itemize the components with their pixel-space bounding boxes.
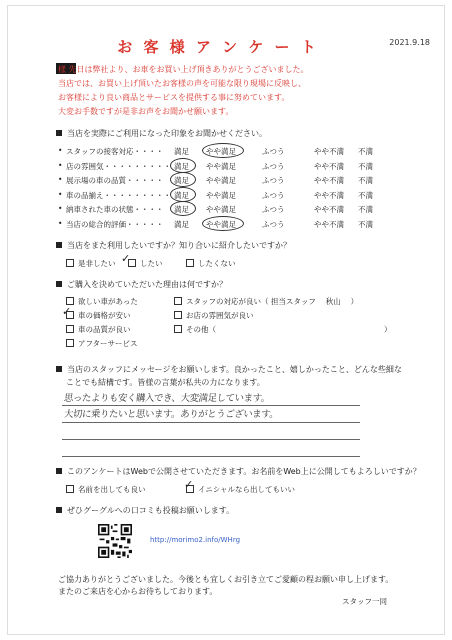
q2-check-mark: ✓ <box>121 252 131 265</box>
q2-heading: 当店をまた利用したいですか？知り合いに紹介したいですか？ <box>56 240 291 251</box>
q1-row-label: 店の雰囲気・・・・・・・・・ <box>66 161 171 171</box>
page-title: お 客 様 ア ン ケ ー ト <box>117 38 319 56</box>
intro-line-1: 様 先日は弊社より、お車をお買い上げ頂きありがとうございました。 <box>58 65 309 74</box>
q1-heading: 当店を実際にご利用になった印象をお聞かせください。 <box>56 128 267 139</box>
q1-rating-option[interactable]: ふつう <box>262 205 285 215</box>
q1-rating-option[interactable]: 不満 <box>358 190 373 200</box>
survey-date: 2021.9.18 <box>389 38 430 47</box>
q2-option-2[interactable]: したい <box>128 258 163 269</box>
q1-rating-option[interactable]: 不満 <box>358 147 373 156</box>
q1-rating-option[interactable]: 満足 <box>174 205 189 215</box>
q1-rating-option[interactable]: ふつう <box>262 161 285 171</box>
message-line-3 <box>62 439 360 440</box>
q3-left-3[interactable]: 車の品質が良い <box>66 324 131 335</box>
q1-rating-option[interactable]: やや満足 <box>206 176 236 186</box>
q3-check-mark: ✓ <box>62 305 72 318</box>
message-line-2 <box>62 422 360 423</box>
q1-rating-option[interactable]: やや不満 <box>314 176 344 186</box>
q1-selected-circle <box>170 187 196 202</box>
handwritten-message-2: 大切に乗りたいと思います。ありがとうございます。 <box>63 409 279 420</box>
q1-rating-option[interactable]: 不満 <box>358 205 373 215</box>
q1-row-bullet: • <box>58 146 63 155</box>
q1-rating-option[interactable]: ふつう <box>262 147 285 156</box>
q1-rating-option[interactable]: やや満足 <box>206 161 236 171</box>
q1-row-label: 納車された車の状態・・・・ <box>66 205 164 215</box>
q1-rating-option[interactable]: 満足 <box>174 220 189 229</box>
q3-right-3[interactable]: その他（ <box>174 324 216 335</box>
q1-rating-option[interactable]: やや不満 <box>314 205 344 215</box>
q1-selected-circle <box>170 158 196 173</box>
q1-row-bullet: • <box>58 175 63 185</box>
q5-heading: このアンケートはWebで公開させていただきます。お名前をWeb上に公開してもよろしいですか？ <box>56 466 421 477</box>
q1-row-bullet: • <box>58 204 63 214</box>
q1-row-bullet: • <box>58 219 63 228</box>
q1-rating-option[interactable]: 満足 <box>174 161 189 171</box>
q1-rating-option[interactable]: やや不満 <box>314 190 344 200</box>
q1-rating-option[interactable]: 満足 <box>174 190 189 200</box>
q1-rating-option[interactable]: 満足 <box>174 176 189 186</box>
q1-rating-option[interactable]: やや満足 <box>206 147 236 156</box>
intro-line-2: 当店では、お買い上げ頂いたお客様の声を可能な限り現場に反映し、 <box>58 79 306 88</box>
q1-selected-circle <box>202 216 244 231</box>
q1-rating-option[interactable]: 満足 <box>174 147 189 156</box>
q1-selected-circle <box>202 143 244 158</box>
q3-left-4[interactable]: アフターサービス <box>66 338 137 349</box>
q1-row-label: 車の品揃え・・・・・・・・・ <box>66 190 171 200</box>
review-url-link[interactable]: http://morimo2.info/WHrg <box>150 536 241 544</box>
q2-option-3[interactable]: したくない <box>186 258 236 269</box>
q1-row-label: 展示場の車の品質・・・・・ <box>66 176 164 186</box>
q1-row-label: スタッフの接客対応・・・・ <box>66 147 164 156</box>
q3-right-2[interactable]: お店の雰囲気が良い <box>174 310 254 321</box>
q1-row-bullet: • <box>58 189 63 199</box>
q1-rating-option[interactable]: ふつう <box>262 220 285 229</box>
q3-heading: ご購入を決めていただいた理由は何ですか？ <box>56 279 227 290</box>
q6-heading: ぜひグーグルへの口コミも投稿お願いします。 <box>56 505 234 516</box>
q1-rating-option[interactable]: やや満足 <box>206 205 236 215</box>
q1-rating-option[interactable]: やや不満 <box>314 161 344 171</box>
q3-left-2[interactable]: 車の価格が安い <box>66 310 131 321</box>
q4-heading: 当店のスタッフにメッセージをお願いします。良かったこと、嬉しかったこと、どんな些細な <box>56 364 402 375</box>
q1-rating-option[interactable]: 不満 <box>358 176 373 186</box>
intro-line-4: 大変お手数ですが是非お声をお聞かせ願います。 <box>58 107 234 116</box>
message-line-4 <box>62 456 360 457</box>
q1-row-bullet: • <box>58 160 63 170</box>
q2-option-1[interactable]: 是非したい <box>66 258 116 269</box>
footer-line-1: ご協力ありがとうございました。今後とも宜しくお引き立てご愛顧の程お願い申し上げます。 <box>58 575 394 584</box>
q1-rating-option[interactable]: ふつう <box>262 190 285 200</box>
q1-row-label: 当店の総合的評価・・・・・ <box>66 220 164 229</box>
q5-option-2[interactable]: イニシャルなら出してもいい <box>186 484 295 495</box>
q3-other-close: ） <box>384 325 392 334</box>
q1-rating-option[interactable]: 不満 <box>358 220 373 229</box>
intro-line-3: お客様により良い商品とサービスを提供する事に努めています。 <box>58 93 290 102</box>
q1-rating-option[interactable]: 不満 <box>358 161 373 171</box>
footer-line-2: またのご来店を心からお待ちしております。 <box>58 587 218 596</box>
q3-left-1[interactable]: 欲しい車があった <box>66 296 138 307</box>
q1-rating-option[interactable]: やや不満 <box>314 147 344 156</box>
q3-right-1[interactable]: スタッフの対応が良い（ 担当スタッフ 秋山 ） <box>174 296 358 307</box>
q5-option-1[interactable]: 名前を出しても良い <box>66 484 146 495</box>
q4-heading-2: ことでも結構です。皆様の言葉が私共の力になります。 <box>66 378 265 387</box>
q1-rating-option[interactable]: やや不満 <box>314 220 344 229</box>
staff-signature: スタッフ一同 <box>342 597 387 606</box>
q1-rating-option[interactable]: ふつう <box>262 176 285 186</box>
handwritten-message-1: 思ったよりも安く購入でき、大変満足しています。 <box>63 393 271 404</box>
qr-code-icon[interactable] <box>98 524 132 558</box>
q1-rating-option[interactable]: やや満足 <box>206 220 236 229</box>
q5-check-mark: ✓ <box>184 478 194 491</box>
q1-rating-option[interactable]: やや満足 <box>206 190 236 200</box>
